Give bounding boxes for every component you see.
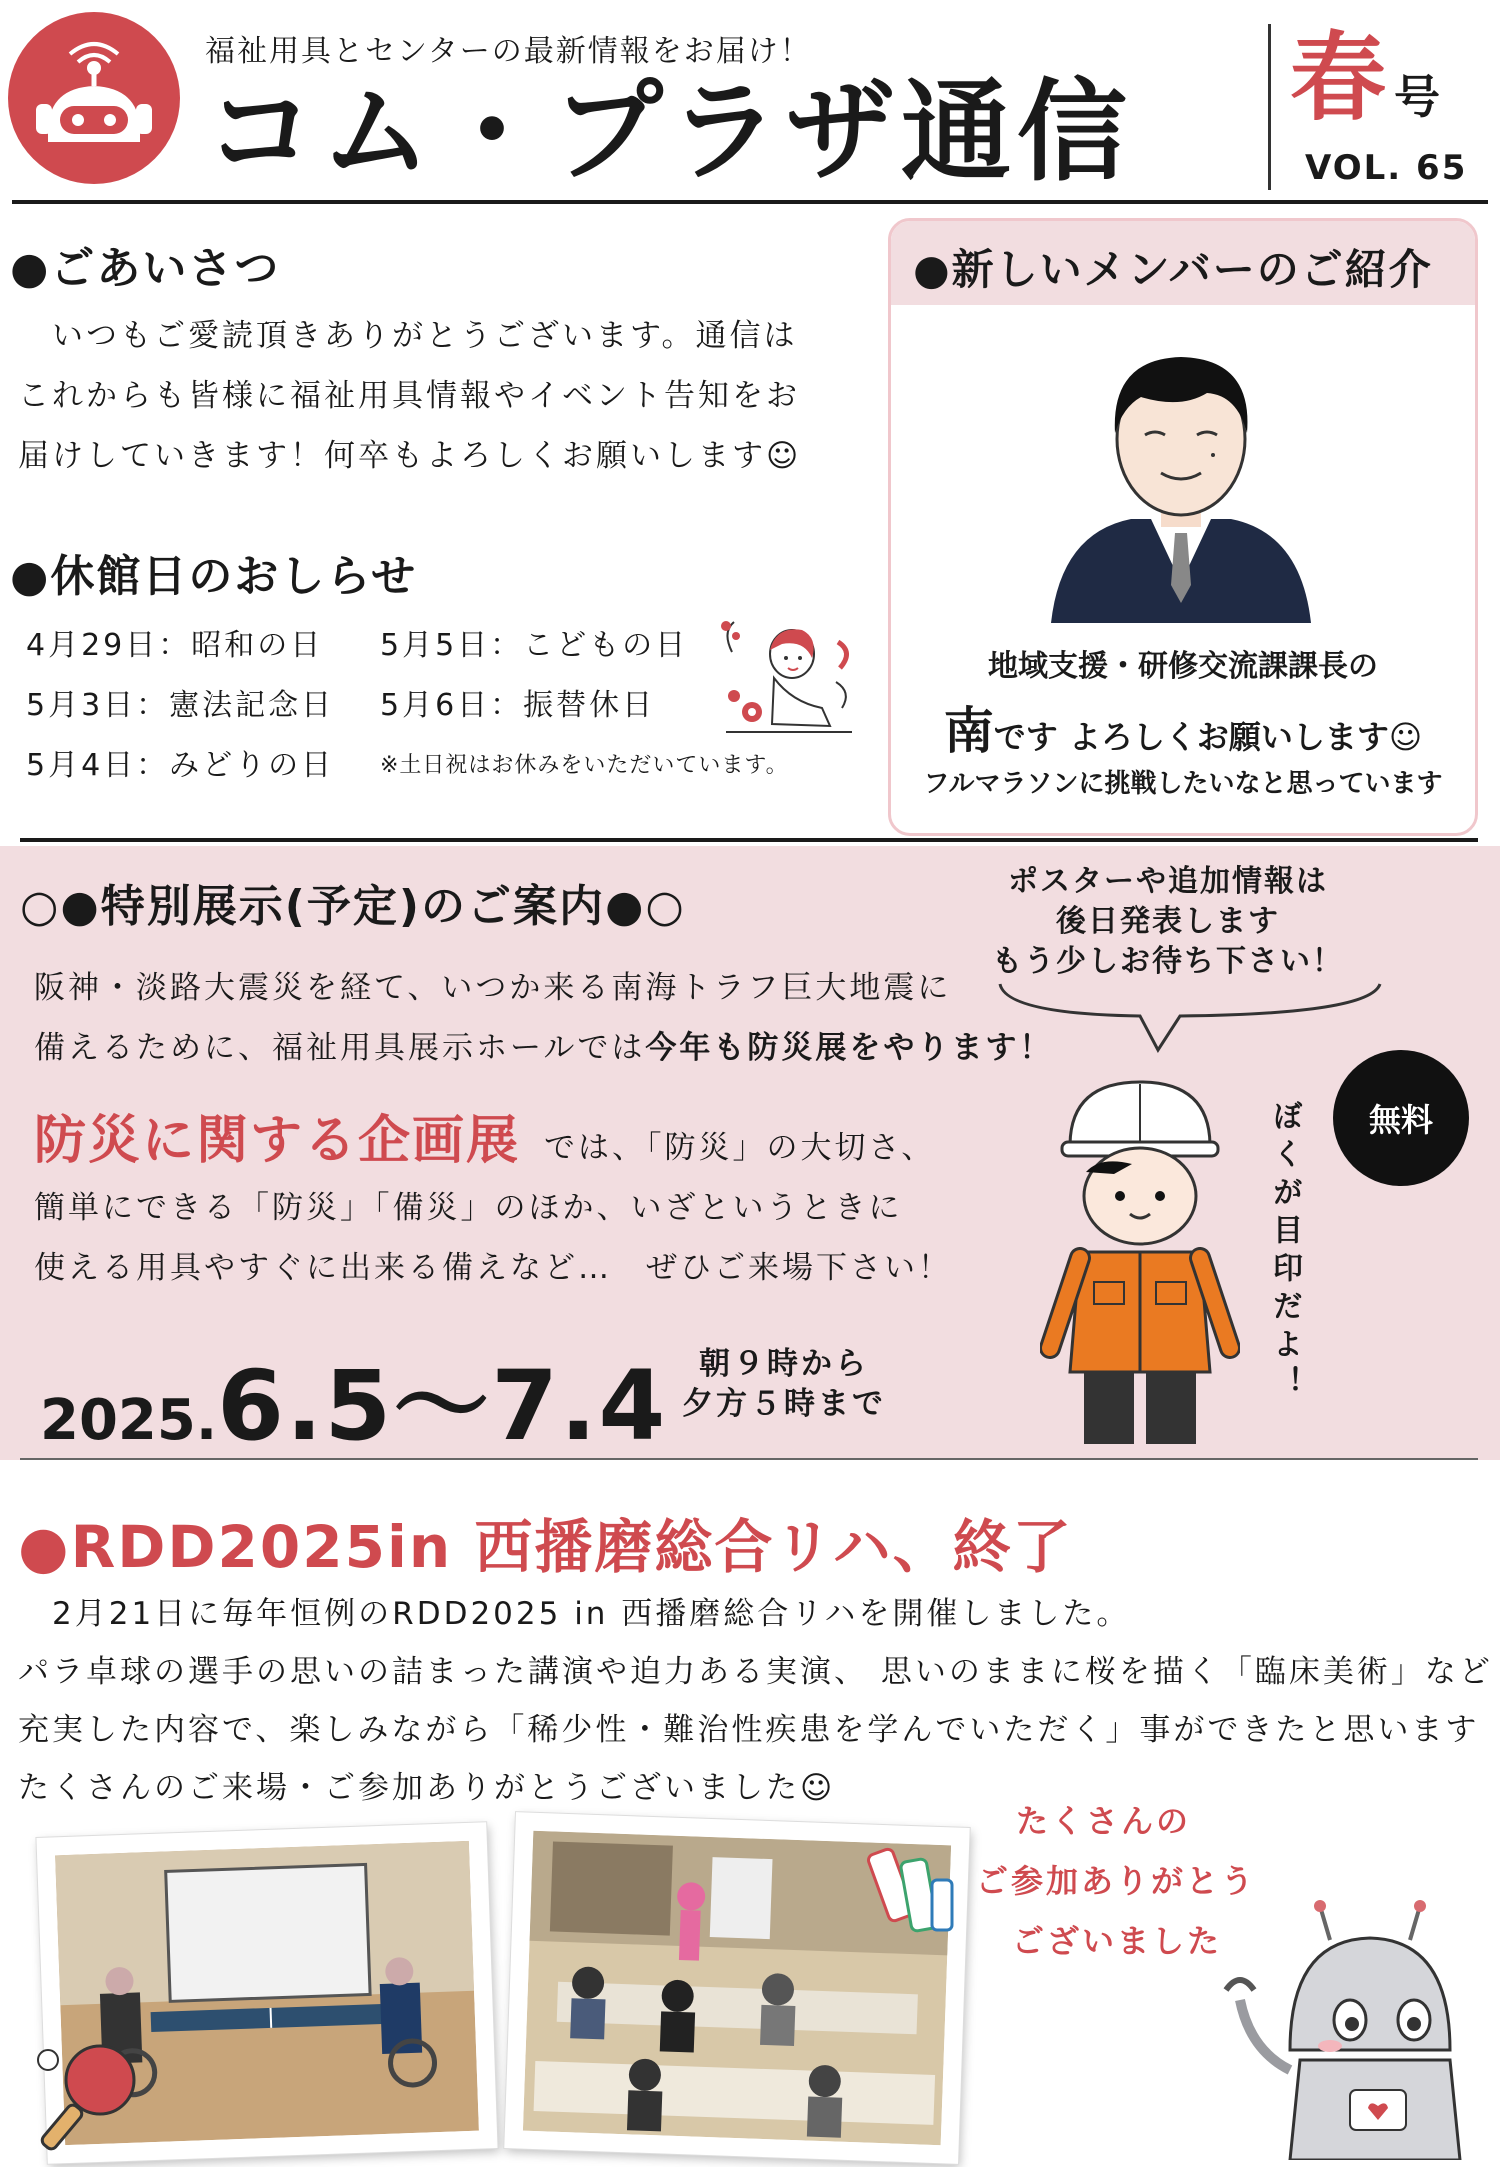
- bubble-line-1: ポスターや追加情報は: [1008, 864, 1328, 899]
- member-heading: ●新しいメンバーのご紹介: [913, 245, 1433, 294]
- businessman-illustration: [1031, 323, 1331, 627]
- rdd-heading: ●RDD2025in 西播磨総合リハ、終了: [18, 1513, 1073, 1581]
- tagline: 福祉用具とセンターの最新情報をお届け！: [205, 34, 812, 69]
- holiday-item: 5月4日：みどりの日: [26, 748, 335, 783]
- exhibit-open-time: 朝９時から: [699, 1346, 869, 1382]
- header-divider: [1268, 24, 1271, 190]
- thanks-line-2: ご参加ありがとう: [976, 1862, 1257, 1900]
- newsletter-title: コム・プラザ通信: [205, 68, 1133, 196]
- issue-suffix: 号: [1394, 70, 1440, 124]
- exhibit-close-time: 夕方５時まで: [682, 1386, 886, 1422]
- rdd-line-1: 2月21日に毎年恒例のRDD2025 in 西播磨総合リハを開催しました。: [18, 1596, 1131, 1632]
- new-member-card: [888, 218, 1478, 836]
- bubble-line-2: 後日発表します: [1056, 904, 1280, 939]
- robot-logo-icon: [8, 12, 180, 184]
- thanks-line-3: ございました: [1012, 1922, 1223, 1960]
- member-note: フルマラソンに挑戦したいなと思っています: [923, 769, 1443, 799]
- holiday-note: ※土日祝はお休みをいただいています。: [380, 753, 789, 778]
- exhibit-line-5: 使える用具やすぐに出来る備えなど… ぜひご来場下さい！: [34, 1250, 952, 1286]
- rdd-line-3: 充実した内容で、楽しみながら「稀少性・難治性疾患を学んでいただく」事ができたと思います: [18, 1712, 1480, 1748]
- exhibit-hours: [682, 1344, 886, 1424]
- rdd-line-2: パラ卓球の選手の思いの詰まった講演や迫力ある実演、 思いのままに桜を描く「臨床美術」など: [18, 1654, 1493, 1690]
- greeting-line-2: これからも皆様に福祉用具情報やイベント告知をお: [18, 378, 800, 414]
- ping-pong-paddle-icon: [30, 2040, 140, 2164]
- member-department: 地域支援・研修交流課課長の: [988, 649, 1378, 684]
- holiday-item: 5月3日：憲法記念日: [26, 688, 335, 723]
- paint-tubes-icon: [862, 1830, 962, 1944]
- exhibit-year: 2025.: [40, 1388, 218, 1453]
- season-label: 春: [1290, 22, 1386, 134]
- holiday-item: 5月5日：こどもの日: [380, 628, 689, 663]
- robot-mascot-illustration: [1220, 1900, 1490, 2164]
- greeting-line-1: いつもご愛読頂きありがとうございます。通信は: [18, 318, 798, 354]
- holiday-item: 5月6日：振替休日: [380, 688, 656, 723]
- volume-number: VOL. 65: [1305, 148, 1468, 188]
- greeting-heading: ●ごあいさつ: [10, 243, 281, 294]
- exhibit-line-2b: 今年も防災展をやります！: [645, 1030, 1054, 1066]
- holiday-item: 4月29日：昭和の日: [26, 628, 324, 663]
- exhibit-heading: ○●特別展示(予定)のご案内●○: [20, 881, 686, 932]
- exhibit-top-rule: [20, 838, 1478, 842]
- mascot-caption: ぼくが目印だよ！: [1267, 1100, 1302, 1404]
- exhibit-emphasis-line: [34, 1098, 935, 1173]
- greeting-line-3: 届けしていきます！何卒もよろしくお願いします☺: [18, 438, 802, 474]
- holidays-heading: ●休館日のおしらせ: [10, 551, 418, 602]
- exhibit-emphasis: 防災に関する企画展: [34, 1111, 521, 1171]
- member-greeting: [891, 691, 1475, 763]
- free-badge: 無料: [1333, 1050, 1469, 1186]
- woman-flowers-illustration: [712, 612, 862, 746]
- exhibit-line-1: 阪神・淡路大震災を経て、いつか来る南海トラフ巨大地震に: [34, 970, 952, 1006]
- member-greeting-text: です よろしくお願いします☺: [993, 718, 1423, 756]
- exhibit-line-4: 簡単にできる「防災」「備災」のほか、いざというときに: [34, 1190, 903, 1226]
- speech-bubble: [992, 862, 1344, 982]
- header-rule: [12, 200, 1488, 204]
- exhibit-line-2: [34, 1018, 1053, 1078]
- exhibit-date-range: 6.5〜7.4: [217, 1350, 668, 1462]
- bubble-line-3: もう少しお待ち下さい！: [992, 944, 1344, 979]
- rdd-line-4: たくさんのご来場・ご参加ありがとうございました☺: [18, 1770, 836, 1806]
- exhibit-line-2a: 備えるために、福祉用具展示ホールでは: [34, 1030, 646, 1066]
- member-name: 南: [943, 702, 994, 760]
- exhibit-emphasis-rest: では、「防災」の大切さ、: [544, 1130, 936, 1166]
- speech-bubble-tail: [990, 980, 1390, 1060]
- helmet-mascot-illustration: [1040, 1072, 1240, 1456]
- exhibit-dates: [40, 1330, 667, 1467]
- thanks-line-1: たくさんの: [1016, 1802, 1192, 1840]
